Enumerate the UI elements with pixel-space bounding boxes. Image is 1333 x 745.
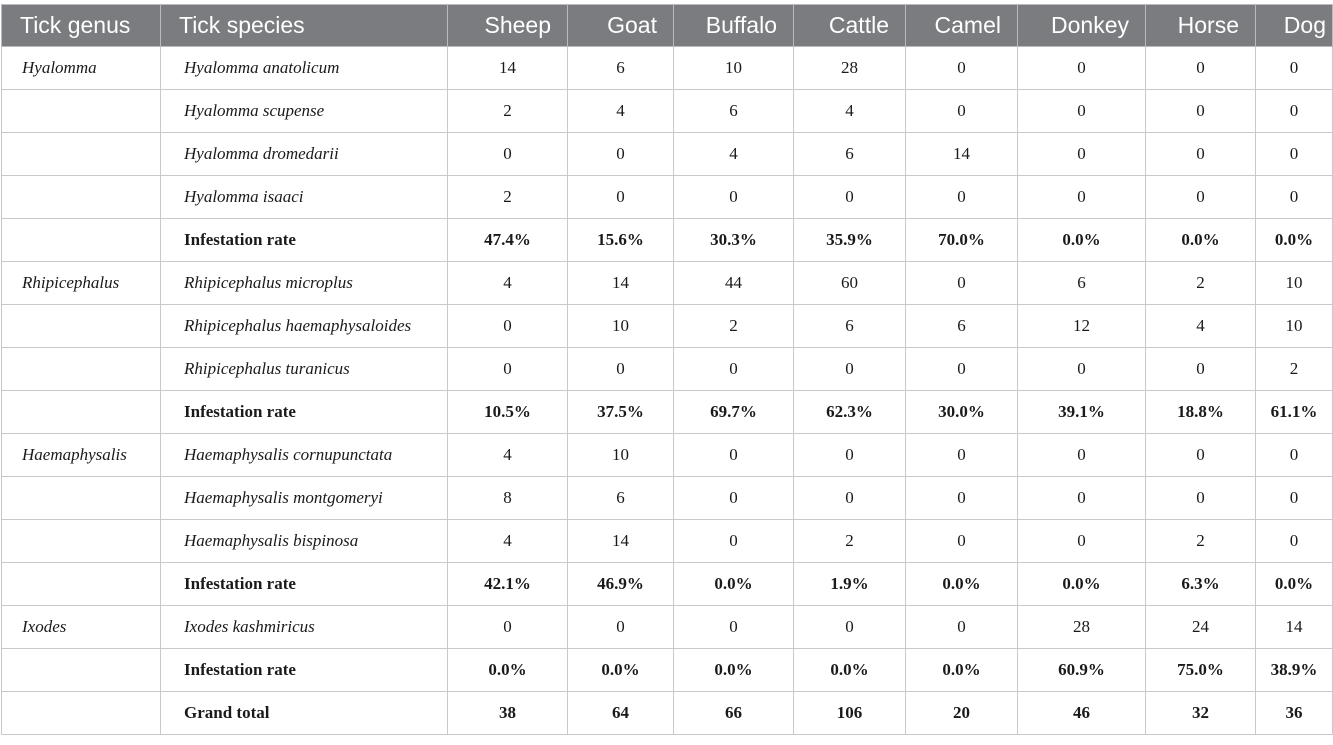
- tick-genus-cell: [2, 520, 161, 563]
- cattle-cell: 0: [794, 606, 906, 649]
- tick-genus-cell: [2, 305, 161, 348]
- camel-cell: 20: [906, 692, 1018, 735]
- cattle-cell: 62.3%: [794, 391, 906, 434]
- buffalo-cell: 0: [674, 477, 794, 520]
- tick-species-cell: Rhipicephalus haemaphysaloides: [161, 305, 448, 348]
- cattle-cell: 6: [794, 133, 906, 176]
- cattle-cell: 0: [794, 176, 906, 219]
- camel-cell: 6: [906, 305, 1018, 348]
- header-dog: Dog: [1256, 5, 1333, 47]
- tick-species-cell: Haemaphysalis montgomeryi: [161, 477, 448, 520]
- goat-cell: 0: [568, 176, 674, 219]
- buffalo-cell: 6: [674, 90, 794, 133]
- cattle-cell: 2: [794, 520, 906, 563]
- table-row: [2, 348, 1333, 391]
- goat-cell: 46.9%: [568, 563, 674, 606]
- cattle-cell: 35.9%: [794, 219, 906, 262]
- header-camel: Camel: [906, 5, 1018, 47]
- donkey-cell: 46: [1018, 692, 1146, 735]
- cattle-cell: 60: [794, 262, 906, 305]
- tick-genus-cell: [2, 219, 161, 262]
- tick-genus-cell: Haemaphysalis: [2, 434, 161, 477]
- sheep-cell: 4: [448, 262, 568, 305]
- goat-cell: 0: [568, 133, 674, 176]
- buffalo-cell: 2: [674, 305, 794, 348]
- donkey-cell: 6: [1018, 262, 1146, 305]
- tick-species-cell: Hyalomma scupense: [161, 90, 448, 133]
- goat-cell: 4: [568, 90, 674, 133]
- goat-cell: 0: [568, 348, 674, 391]
- tick-species-cell: Haemaphysalis cornupunctata: [161, 434, 448, 477]
- donkey-cell: 28: [1018, 606, 1146, 649]
- sheep-cell: 0: [448, 133, 568, 176]
- cattle-cell: 6: [794, 305, 906, 348]
- dog-cell: 0: [1256, 133, 1333, 176]
- donkey-cell: 0: [1018, 520, 1146, 563]
- dog-cell: 61.1%: [1256, 391, 1333, 434]
- header-tick-species: Tick species: [161, 5, 448, 47]
- table-row: [2, 90, 1333, 133]
- donkey-cell: 0: [1018, 434, 1146, 477]
- horse-cell: 32: [1146, 692, 1256, 735]
- tick-species-cell: Infestation rate: [161, 391, 448, 434]
- tick-genus-cell: Hyalomma: [2, 47, 161, 90]
- dog-cell: 10: [1256, 262, 1333, 305]
- horse-cell: 24: [1146, 606, 1256, 649]
- sheep-cell: 14: [448, 47, 568, 90]
- tick-genus-cell: [2, 477, 161, 520]
- table-row: [2, 520, 1333, 563]
- buffalo-cell: 0.0%: [674, 563, 794, 606]
- camel-cell: 70.0%: [906, 219, 1018, 262]
- table-row: [2, 262, 1333, 305]
- dog-cell: 0: [1256, 90, 1333, 133]
- sheep-cell: 0.0%: [448, 649, 568, 692]
- dog-cell: 0.0%: [1256, 563, 1333, 606]
- goat-cell: 0.0%: [568, 649, 674, 692]
- infestation-rate-row: [2, 649, 1333, 692]
- table-row: [2, 477, 1333, 520]
- camel-cell: 0: [906, 520, 1018, 563]
- sheep-cell: 2: [448, 176, 568, 219]
- buffalo-cell: 66: [674, 692, 794, 735]
- horse-cell: 2: [1146, 520, 1256, 563]
- dog-cell: 0: [1256, 434, 1333, 477]
- camel-cell: 0: [906, 176, 1018, 219]
- donkey-cell: 0.0%: [1018, 219, 1146, 262]
- dog-cell: 14: [1256, 606, 1333, 649]
- horse-cell: 0: [1146, 434, 1256, 477]
- cattle-cell: 0: [794, 477, 906, 520]
- tick-infestation-table: [1, 4, 1333, 735]
- horse-cell: 0: [1146, 176, 1256, 219]
- horse-cell: 0: [1146, 90, 1256, 133]
- header-sheep: Sheep: [448, 5, 568, 47]
- buffalo-cell: 0: [674, 176, 794, 219]
- donkey-cell: 60.9%: [1018, 649, 1146, 692]
- camel-cell: 0: [906, 90, 1018, 133]
- sheep-cell: 4: [448, 434, 568, 477]
- goat-cell: 10: [568, 305, 674, 348]
- header-horse: Horse: [1146, 5, 1256, 47]
- goat-cell: 10: [568, 434, 674, 477]
- donkey-cell: 0: [1018, 90, 1146, 133]
- dog-cell: 0: [1256, 176, 1333, 219]
- sheep-cell: 4: [448, 520, 568, 563]
- horse-cell: 0.0%: [1146, 219, 1256, 262]
- buffalo-cell: 69.7%: [674, 391, 794, 434]
- tick-genus-cell: [2, 649, 161, 692]
- dog-cell: 10: [1256, 305, 1333, 348]
- buffalo-cell: 0: [674, 434, 794, 477]
- buffalo-cell: 44: [674, 262, 794, 305]
- tick-genus-cell: Ixodes: [2, 606, 161, 649]
- dog-cell: 0: [1256, 520, 1333, 563]
- sheep-cell: 2: [448, 90, 568, 133]
- buffalo-cell: 0: [674, 348, 794, 391]
- camel-cell: 0: [906, 348, 1018, 391]
- cattle-cell: 106: [794, 692, 906, 735]
- infestation-rate-row: [2, 219, 1333, 262]
- camel-cell: 0.0%: [906, 563, 1018, 606]
- tick-genus-cell: [2, 348, 161, 391]
- donkey-cell: 0: [1018, 176, 1146, 219]
- camel-cell: 0: [906, 47, 1018, 90]
- dog-cell: 2: [1256, 348, 1333, 391]
- horse-cell: 0: [1146, 348, 1256, 391]
- tick-genus-cell: [2, 692, 161, 735]
- tick-genus-cell: [2, 391, 161, 434]
- donkey-cell: 0: [1018, 47, 1146, 90]
- donkey-cell: 39.1%: [1018, 391, 1146, 434]
- table-row: [2, 176, 1333, 219]
- tick-genus-cell: Rhipicephalus: [2, 262, 161, 305]
- sheep-cell: 38: [448, 692, 568, 735]
- tick-genus-cell: [2, 563, 161, 606]
- tick-species-cell: Hyalomma dromedarii: [161, 133, 448, 176]
- cattle-cell: 0.0%: [794, 649, 906, 692]
- cattle-cell: 0: [794, 348, 906, 391]
- dog-cell: 36: [1256, 692, 1333, 735]
- header-donkey: Donkey: [1018, 5, 1146, 47]
- donkey-cell: 0: [1018, 477, 1146, 520]
- donkey-cell: 0: [1018, 348, 1146, 391]
- dog-cell: 0: [1256, 47, 1333, 90]
- camel-cell: 0: [906, 434, 1018, 477]
- sheep-cell: 0: [448, 606, 568, 649]
- dog-cell: 0: [1256, 477, 1333, 520]
- camel-cell: 0: [906, 606, 1018, 649]
- header-buffalo: Buffalo: [674, 5, 794, 47]
- goat-cell: 6: [568, 477, 674, 520]
- infestation-rate-row: [2, 391, 1333, 434]
- goat-cell: 6: [568, 47, 674, 90]
- tick-genus-cell: [2, 90, 161, 133]
- sheep-cell: 10.5%: [448, 391, 568, 434]
- tick-species-cell: Hyalomma isaaci: [161, 176, 448, 219]
- tick-species-cell: Rhipicephalus turanicus: [161, 348, 448, 391]
- tick-species-cell: Rhipicephalus microplus: [161, 262, 448, 305]
- table-row: [2, 606, 1333, 649]
- camel-cell: 14: [906, 133, 1018, 176]
- buffalo-cell: 0.0%: [674, 649, 794, 692]
- horse-cell: 0: [1146, 477, 1256, 520]
- infestation-rate-row: [2, 563, 1333, 606]
- buffalo-cell: 30.3%: [674, 219, 794, 262]
- buffalo-cell: 0: [674, 606, 794, 649]
- table-row: [2, 47, 1333, 90]
- header-tick-genus: Tick genus: [2, 5, 161, 47]
- tick-species-cell: Hyalomma anatolicum: [161, 47, 448, 90]
- tick-genus-cell: [2, 176, 161, 219]
- goat-cell: 64: [568, 692, 674, 735]
- dog-cell: 38.9%: [1256, 649, 1333, 692]
- tick-species-cell: Infestation rate: [161, 219, 448, 262]
- camel-cell: 0: [906, 477, 1018, 520]
- horse-cell: 0: [1146, 47, 1256, 90]
- camel-cell: 0: [906, 262, 1018, 305]
- sheep-cell: 8: [448, 477, 568, 520]
- camel-cell: 30.0%: [906, 391, 1018, 434]
- goat-cell: 14: [568, 262, 674, 305]
- buffalo-cell: 4: [674, 133, 794, 176]
- table-row: [2, 434, 1333, 477]
- sheep-cell: 47.4%: [448, 219, 568, 262]
- horse-cell: 0: [1146, 133, 1256, 176]
- sheep-cell: 42.1%: [448, 563, 568, 606]
- header-goat: Goat: [568, 5, 674, 47]
- donkey-cell: 0: [1018, 133, 1146, 176]
- table-header: [2, 5, 1333, 47]
- horse-cell: 2: [1146, 262, 1256, 305]
- table-row: [2, 133, 1333, 176]
- horse-cell: 6.3%: [1146, 563, 1256, 606]
- cattle-cell: 4: [794, 90, 906, 133]
- cattle-cell: 28: [794, 47, 906, 90]
- goat-cell: 15.6%: [568, 219, 674, 262]
- camel-cell: 0.0%: [906, 649, 1018, 692]
- buffalo-cell: 10: [674, 47, 794, 90]
- sheep-cell: 0: [448, 305, 568, 348]
- tick-species-cell: Haemaphysalis bispinosa: [161, 520, 448, 563]
- goat-cell: 14: [568, 520, 674, 563]
- tick-species-cell: Infestation rate: [161, 649, 448, 692]
- table-row: [2, 305, 1333, 348]
- tick-species-cell: Ixodes kashmiricus: [161, 606, 448, 649]
- goat-cell: 37.5%: [568, 391, 674, 434]
- horse-cell: 4: [1146, 305, 1256, 348]
- cattle-cell: 0: [794, 434, 906, 477]
- dog-cell: 0.0%: [1256, 219, 1333, 262]
- tick-species-cell: Infestation rate: [161, 563, 448, 606]
- tick-species-cell: Grand total: [161, 692, 448, 735]
- header-cattle: Cattle: [794, 5, 906, 47]
- sheep-cell: 0: [448, 348, 568, 391]
- cattle-cell: 1.9%: [794, 563, 906, 606]
- horse-cell: 18.8%: [1146, 391, 1256, 434]
- table-body: [2, 47, 1333, 735]
- donkey-cell: 0.0%: [1018, 563, 1146, 606]
- header-row: [2, 5, 1333, 47]
- horse-cell: 75.0%: [1146, 649, 1256, 692]
- grand-total-row: [2, 692, 1333, 735]
- goat-cell: 0: [568, 606, 674, 649]
- tick-genus-cell: [2, 133, 161, 176]
- buffalo-cell: 0: [674, 520, 794, 563]
- donkey-cell: 12: [1018, 305, 1146, 348]
